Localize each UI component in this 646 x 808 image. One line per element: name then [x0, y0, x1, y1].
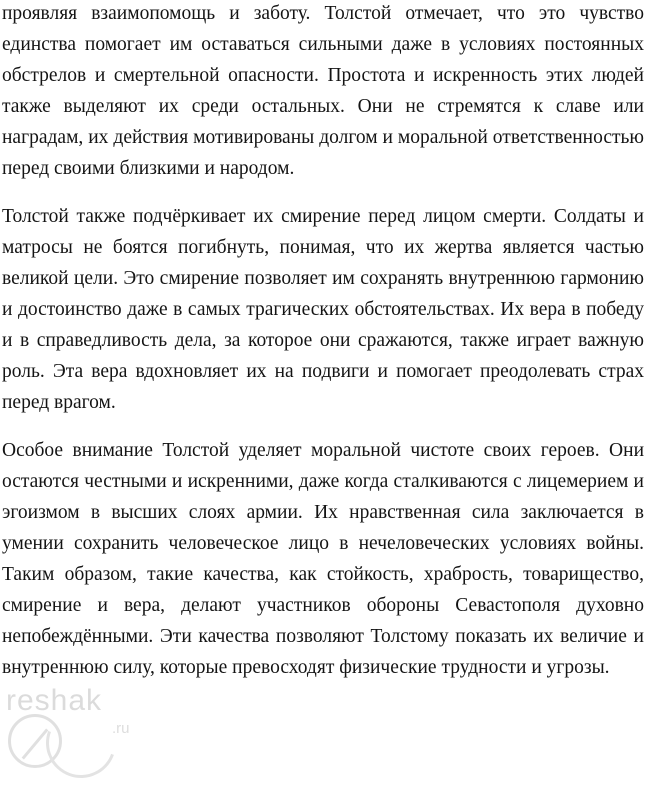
watermark-circle-icon	[8, 714, 62, 768]
document-text-body	[2, 0, 644, 683]
watermark-arc-icon	[34, 696, 127, 789]
paragraph: Толстой также подчёркивает их смирение перед лицом смерти. Солдаты и матросы не боятся погибнуть, понимая, что их жертва является частью великой цели. Это смирение позволяет им сохранять внутреннюю гармонию и достоинство даже в самых трагических обстоятельствах. Их вера в победу и в справедливость дела, за которое они сражаются, также играет важную роль. Эта вера вдохновляет их на подвиги и помогает преодолевать страх перед врагом.	[2, 206, 644, 413]
paragraph: проявляя взаимопомощь и заботу. Толстой отмечает, что это чувство единства помогает им оставаться сильными даже в условиях постоянных обстрелов и смертельной опасности. Простота и искренность этих людей также выделяют их среди остальных. Они не стремятся к славе или наградам, их действия мотивированы долгом и моральной ответственностью перед своими близкими и народом.	[2, 3, 644, 179]
watermark-suffix: .ru	[112, 720, 130, 737]
watermark-brand: reshak	[6, 684, 103, 717]
paragraph: Особое внимание Толстой уделяет моральной чистоте своих героев. Они остаются честными и искренними, даже когда сталкиваются с лицемерием и эгоизмом в высших слоях армии. Их нравственная сила заключается в умении сохранить человеческое лицо в нечеловеческих условиях войны. Таким образом, такие качества, как стойкость, храбрость, товарищество, смирение и вера, делают участников обороны Севастополя духовно непобеждёнными. Эти качества позволяют Толстому показать их величие и внутреннюю силу, которые превосходят физические трудности и угрозы.	[2, 440, 644, 678]
